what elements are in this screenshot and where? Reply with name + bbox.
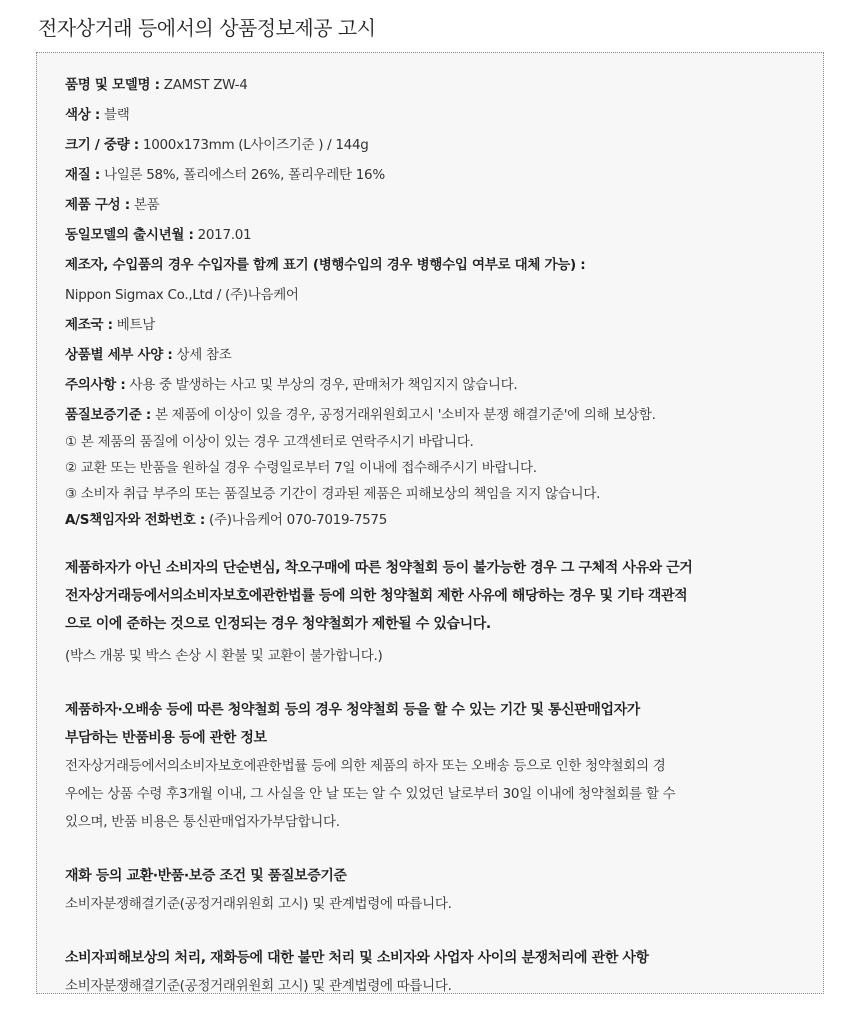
- as-contact: [65, 510, 823, 530]
- field-label: 제품 구성 :: [65, 197, 130, 213]
- section-body: 있으며, 반품 비용은 통신판매업자가부담합니다.: [65, 814, 340, 830]
- field-value: 본 제품에 이상이 있을 경우, 공정거래위원회고시 '소비자 분쟁 해결기준'에 의해 보상함.: [154, 407, 656, 423]
- field-label: 품명 및 모델명 :: [65, 77, 160, 93]
- field-label: 색상 :: [65, 107, 100, 123]
- field-value: 베트남: [116, 317, 155, 333]
- field-country: [65, 315, 823, 335]
- section-body: 소비자분쟁해결기준(공정거래위원회 고시) 및 관계법령에 따릅니다.: [65, 978, 452, 994]
- section-heading: 제품하자가 아닌 소비자의 단순변심, 착오구매에 따른 청약철회 등이 불가능한 경우 그 구체적 사유와 근거: [65, 560, 693, 576]
- field-value: 상세 참조: [176, 347, 232, 363]
- field-size-weight: [65, 135, 823, 155]
- field-warranty: [65, 405, 823, 425]
- warranty-note-2: ② 교환 또는 반품을 원하실 경우 수령일로부터 7일 이내에 접수해주시기 바랍니다.: [65, 460, 537, 476]
- field-value: 나일론 58%, 폴리에스터 26%, 폴리우레탄 16%: [103, 167, 385, 183]
- field-label: 주의사항 :: [65, 377, 126, 393]
- section-withdrawal-limits: [65, 554, 823, 670]
- field-label: 상품별 세부 사양 :: [65, 347, 173, 363]
- field-value: 본품: [133, 197, 160, 213]
- section-dispute-handling: [65, 944, 823, 1000]
- field-label: 재질 :: [65, 167, 100, 183]
- field-spec: [65, 345, 823, 365]
- warranty-note-3: ③ 소비자 취급 부주의 또는 품질보증 기간이 경과된 제품은 피해보상의 책임을 지지 않습니다.: [65, 486, 601, 502]
- section-heading: 소비자피해보상의 처리, 재화등에 대한 불만 처리 및 소비자와 사업자 사이의 분쟁처리에 관한 사항: [65, 950, 649, 966]
- section-heading: 부담하는 반품비용 등에 관한 정보: [65, 730, 267, 746]
- section-return-costs: [65, 696, 823, 836]
- section-exchange-conditions: [65, 862, 823, 918]
- field-label: 크기 / 중량 :: [65, 137, 139, 153]
- section-note: (박스 개봉 및 박스 손상 시 환불 및 교환이 불가합니다.): [65, 648, 383, 664]
- section-heading: 재화 등의 교환·반품·보증 조건 및 품질보증기준: [65, 868, 347, 884]
- field-caution: [65, 375, 823, 395]
- warranty-note-1: ① 본 제품의 품질에 이상이 있는 경우 고객센터로 연락주시기 바랍니다.: [65, 434, 474, 450]
- section-body: 전자상거래등에서의소비자보호에관한법률 등에 의한 제품의 하자 또는 오배송 등으로 인한 청약철회의 경: [65, 758, 666, 774]
- field-value: (주)나음케어 070-7019-7575: [209, 512, 387, 528]
- field-components: [65, 195, 823, 215]
- field-label: 제조국 :: [65, 317, 113, 333]
- field-label: 제조자, 수입품의 경우 수입자를 함께 표기 (병행수입의 경우 병행수입 여부로 대체 가능) :: [65, 257, 586, 273]
- product-info-box: [36, 52, 824, 994]
- field-material: [65, 165, 823, 185]
- page-title: 전자상거래 등에서의 상품정보제공 고시: [38, 16, 376, 40]
- section-heading: 으로 이에 준하는 것으로 인정되는 경우 청약철회가 제한될 수 있습니다.: [65, 616, 491, 632]
- field-manufacturer-value: [65, 285, 823, 305]
- field-model: [65, 75, 823, 95]
- field-label: A/S책임자와 전화번호 :: [65, 512, 206, 528]
- field-manufacturer-label: [65, 255, 823, 275]
- field-value: Nippon Sigmax Co.,Ltd / (주)나음케어: [65, 287, 299, 303]
- field-value: ZAMST ZW-4: [163, 77, 248, 93]
- field-color: [65, 105, 823, 125]
- field-value: 사용 중 발생하는 사고 및 부상의 경우, 판매처가 책임지지 않습니다.: [129, 377, 518, 393]
- field-label: 품질보증기준 :: [65, 407, 151, 423]
- section-body: 소비자분쟁해결기준(공정거래위원회 고시) 및 관계법령에 따릅니다.: [65, 896, 452, 912]
- field-value: 1000x173mm (L사이즈기준 ) / 144g: [142, 137, 369, 153]
- section-body: 우에는 상품 수령 후3개월 이내, 그 사실을 안 날 또는 알 수 있었던 날로부터 30일 이내에 청약철회를 할 수: [65, 786, 676, 802]
- field-label: 동일모델의 출시년월 :: [65, 227, 194, 243]
- field-value: 2017.01: [197, 227, 252, 243]
- field-value: 블랙: [103, 107, 130, 123]
- field-release-date: [65, 225, 823, 245]
- section-heading: 제품하자·오배송 등에 따른 청약철회 등의 경우 청약철회 등을 할 수 있는 기간 및 통신판매업자가: [65, 702, 640, 718]
- section-heading: 전자상거래등에서의소비자보호에관한법률 등에 의한 청약철회 제한 사유에 해당하는 경우 및 기타 객관적: [65, 588, 688, 604]
